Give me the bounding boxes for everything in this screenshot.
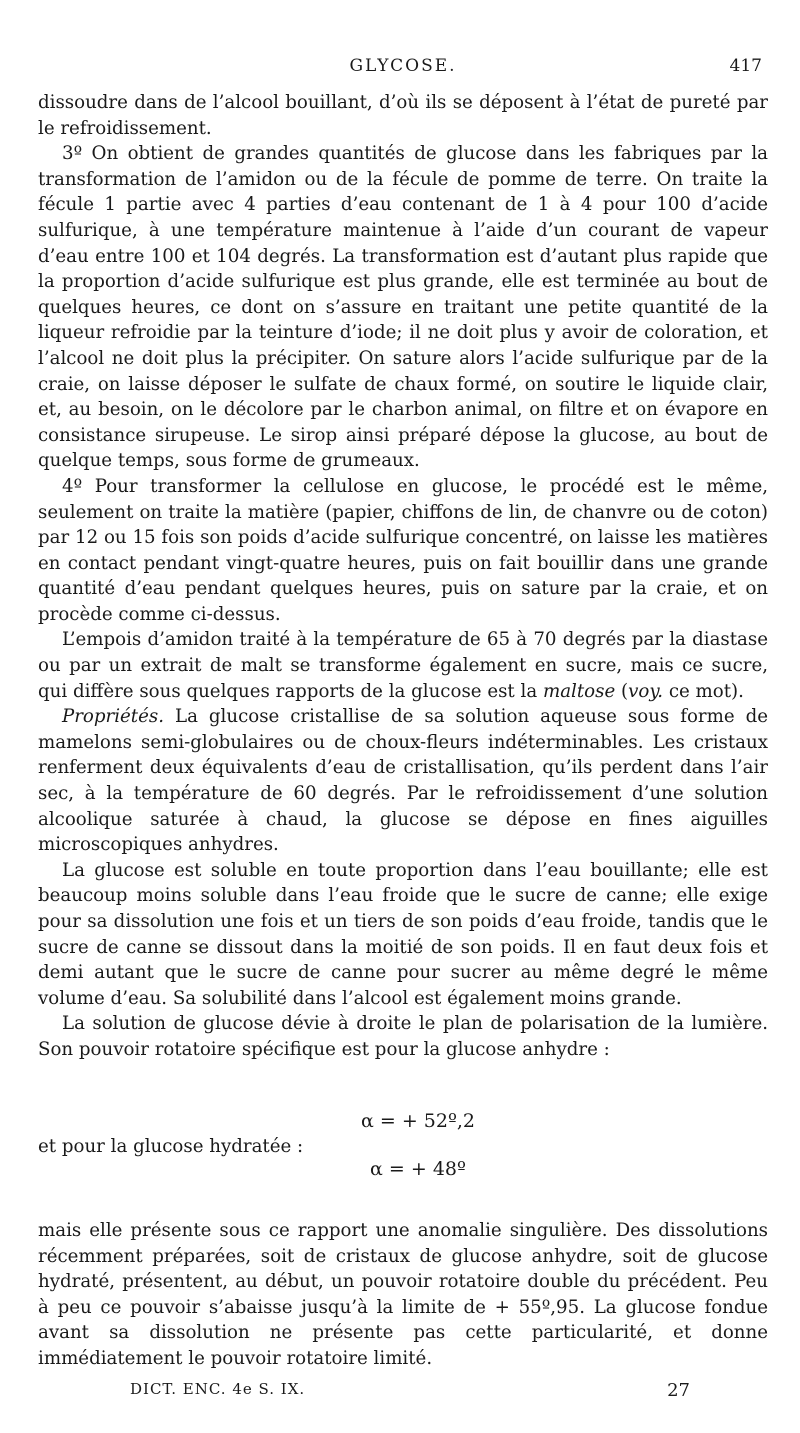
formula-anhydrous: α = + 52º,2 bbox=[360, 1110, 476, 1132]
paragraph-6: La glucose est soluble en toute proportion dans l’eau bouillante; elle est beaucoup moins soluble dans l’eau froide que le sucre de canne; elle exige pour sa dissolution une fois et un tiers de son poids d’eau froide, tandis que le sucre de canne se dissout dans la moitié de son poids. Il en faut deux fois et demi autant que le sucre de canne pour sucrer au même degré le même volume d’eau. Sa solubilité dans l’alcool est également moins grande. bbox=[38, 859, 768, 1009]
body-text-top bbox=[38, 90, 768, 1063]
section-heading-proprietes: Propriétés. bbox=[62, 706, 164, 728]
paragraph-3: 4º Pour transformer la cellulose en glucose, le procédé est le même, seulement on traite la matière (papier, chiffons de lin, de chanvre ou de coton) par 12 ou 15 fois son poids d’acide sulfurique concentré, on laisse les matières en contact pendant vingt-quatre heures, puis on fait bouillir dans une grande quantité d’eau pendant quelques heures, puis on sature par la craie, et on procède comme ci-dessus. bbox=[38, 475, 768, 625]
paragraph-4-end: ce mot). bbox=[668, 680, 744, 702]
running-head bbox=[38, 56, 768, 80]
formula-block bbox=[38, 1110, 768, 1190]
paragraph-8: mais elle présente sous ce rapport une anomalie singulière. Des dissolutions récemment préparées, soit de cristaux de glucose anhydre, soit de glucose hydraté, présentent, au début, un pouvoir rotatoire double du précédent. Peu à peu ce pouvoir s’abaisse jusqu’à la limite de + 55º,95. La glucose fondue avant sa dissolution ne présente pas cette particularité, et donne immédiatement le pouvoir rotatoire limité. bbox=[38, 1220, 768, 1369]
paragraph-2: 3º On obtient de grandes quantités de glucose dans les fabriques par la transformation de l’amidon ou de la fécule de pomme de terre. On traite la fécule 1 partie avec 4 parties d’eau contenant de 1 à 4 pour 100 d’acide sulfurique, à une température maintenue à l’aide d’un courant de vapeur d’eau entre 100 et 104 degrés. La transformation est d’autant plus rapide que la proportion d’acide sulfurique est plus grande, elle est terminée au bout de quelques heures, ce dont on s’assure en traitant une petite quantité de la liqueur refroidie par la teinture d’iode; il ne doit plus y avoir de coloration, et l’alcool ne doit plus la précipiter. On sature alors l’acide sulfurique par de la craie, on laisse déposer le sulfate de chaux formé, on soutire le liquide clair, et, au besoin, on le décolore par le charbon animal, on filtre et on évapore en consistance sirupeuse. Le sirop ainsi préparé dépose la glucose, au bout de quelque temps, sous forme de grumeaux. bbox=[38, 143, 768, 472]
paragraph-4-text: L’empois d’amidon traité à la température de 65 à 70 degrés par la diastase ou par un extrait de malt se transforme également en sucre, mais ce sucre, qui diffère sous quelques rapports de la glucose est la bbox=[38, 629, 768, 702]
formula-label-hydrated: et pour la glucose hydratée : bbox=[38, 1136, 304, 1157]
paragraph-5-text: La glucose cristallise de sa solution aqueuse sous forme de mamelons semi-globulaires ou de choux-fleurs indéterminables. Les cristaux renferment deux équivalents d’eau de cristallisation, qu’ils perdent dans l’air sec, à la température de 60 degrés. Par le refroidissement d’une solution alcoolique saturée à chaud, la glucose se dépose en fines aiguilles microscopiques anhydres. bbox=[38, 706, 768, 856]
running-title: GLYCOSE. bbox=[349, 56, 457, 76]
formula-hydrated: α = + 48º bbox=[370, 1158, 466, 1180]
paragraph-4 bbox=[38, 627, 768, 704]
printer-signature: DICT. ENC. 4e S. IX. bbox=[130, 1380, 306, 1398]
sheet-number: 27 bbox=[667, 1380, 690, 1401]
paragraph-1: dissoudre dans de l’alcool bouillant, d’où ils se déposent à l’état de pureté par le refroidissement. bbox=[38, 92, 768, 139]
body-text-bottom bbox=[38, 1218, 768, 1372]
page-footer bbox=[130, 1380, 690, 1406]
page-number: 417 bbox=[729, 56, 762, 76]
paragraph-5 bbox=[38, 704, 768, 858]
maltose-term: maltose bbox=[542, 680, 616, 702]
paragraph-7: La solution de glucose dévie à droite le plan de polarisation de la lumière. Son pouvoir rotatoire spécifique est pour la glucose anhydre : bbox=[38, 1013, 768, 1060]
paren-open: ( bbox=[621, 680, 629, 702]
voy-abbrev: voy. bbox=[628, 680, 664, 702]
